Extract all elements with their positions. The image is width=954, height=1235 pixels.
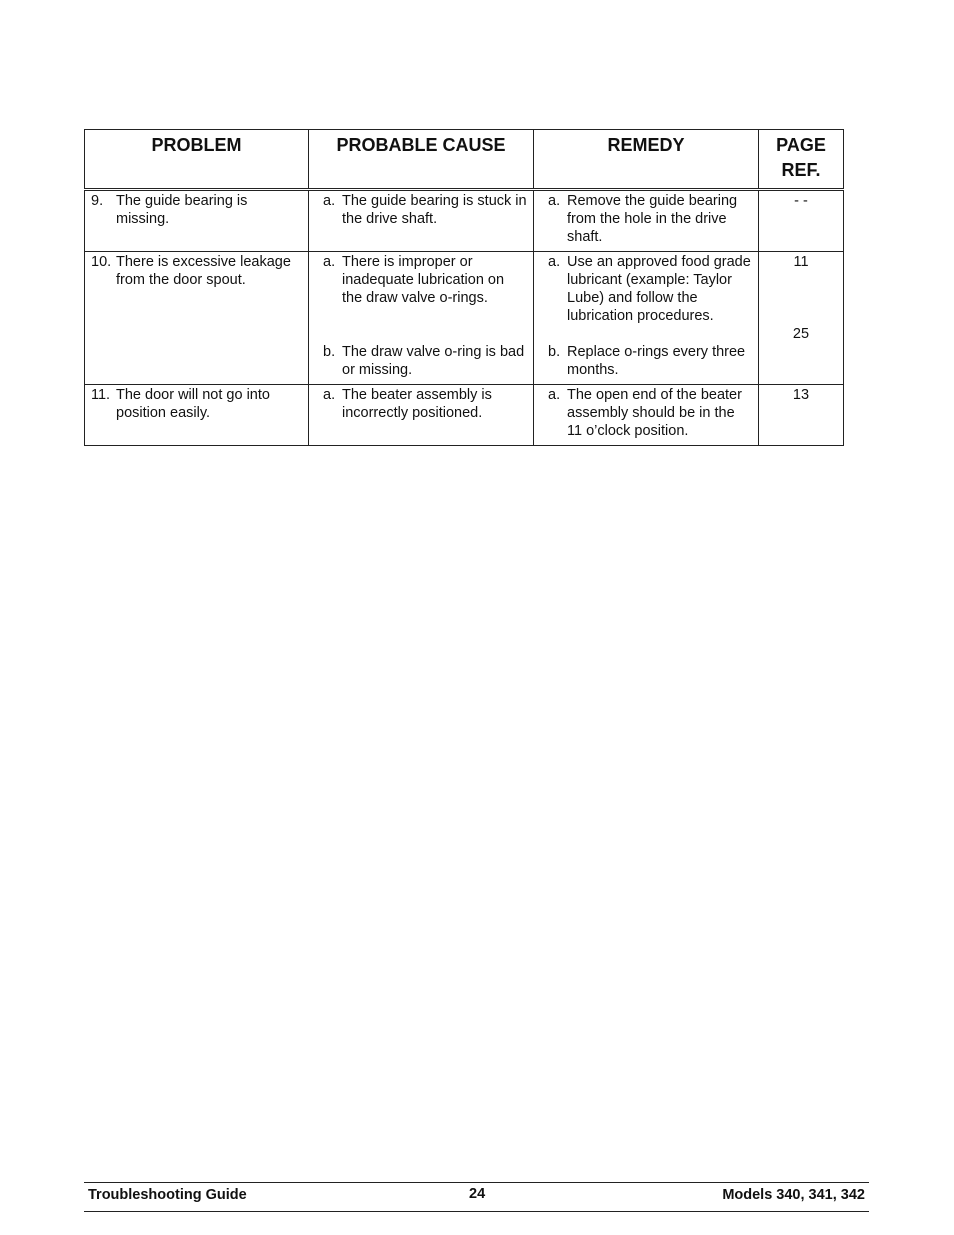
cause-letter: a.	[323, 193, 336, 209]
header-probable-cause: PROBABLE CAUSE	[309, 130, 534, 190]
cause-cell	[309, 385, 534, 446]
cause-item	[315, 386, 527, 422]
footer-section-title: Troubleshooting Guide	[88, 1187, 247, 1203]
cause-letter: a.	[323, 254, 336, 270]
cause-item	[315, 253, 527, 307]
page-ref: - -	[794, 193, 808, 209]
footer-page-number: 24	[469, 1186, 486, 1202]
table-row	[85, 252, 844, 385]
remedy-cell	[534, 252, 759, 385]
problem-item	[91, 386, 302, 422]
cause-item	[315, 192, 527, 228]
remedy-item	[540, 253, 752, 325]
problem-number: 9.	[91, 193, 104, 209]
problem-cell	[85, 385, 309, 446]
cause-letter: b.	[323, 344, 336, 360]
page-ref-cell	[759, 190, 844, 252]
page-ref: 13	[792, 387, 810, 403]
remedy-letter: a.	[548, 254, 561, 270]
problem-number: 10.	[91, 254, 112, 270]
cause-text: The guide bearing is stuck in the drive shaft.	[342, 193, 527, 227]
problem-text: The door will not go into position easily.	[116, 387, 270, 421]
cause-text: The draw valve o-ring is bad or missing.	[342, 344, 525, 378]
header-remedy: REMEDY	[534, 130, 759, 190]
footer-models: Models 340, 341, 342	[722, 1187, 865, 1203]
problem-item	[91, 253, 302, 289]
page-ref-cell	[759, 252, 844, 385]
header-page-ref: PAGE REF.	[759, 130, 844, 190]
page-footer	[84, 1182, 869, 1212]
problem-cell	[85, 190, 309, 252]
remedy-text: Remove the guide bearing from the hole in the drive shaft.	[567, 193, 738, 245]
remedy-text: The open end of the beater assembly should be in the 11 o’clock position.	[567, 387, 742, 439]
problem-text: There is excessive leakage from the door spout.	[116, 254, 291, 288]
cause-item	[315, 343, 527, 379]
cause-text: The beater assembly is incorrectly positioned.	[342, 387, 492, 421]
page-ref-cell	[759, 385, 844, 446]
cause-letter: a.	[323, 387, 336, 403]
remedy-item	[540, 343, 752, 379]
remedy-cell	[534, 190, 759, 252]
remedy-letter: a.	[548, 193, 561, 209]
problem-text: The guide bearing is missing.	[116, 193, 248, 227]
problem-item	[91, 192, 302, 228]
remedy-text: Use an approved food grade lubricant (example: Taylor Lube) and follow the lubrication procedures.	[567, 254, 751, 324]
table-row	[85, 190, 844, 252]
cause-cell	[309, 252, 534, 385]
remedy-item	[540, 192, 752, 246]
problem-number: 11.	[91, 387, 111, 403]
remedy-letter: b.	[548, 344, 561, 360]
page-ref: 25	[792, 326, 810, 342]
table-header-row	[85, 130, 844, 190]
problem-cell	[85, 252, 309, 385]
remedy-letter: a.	[548, 387, 561, 403]
page-ref: 11	[793, 254, 809, 270]
cause-text: There is improper or inadequate lubrication on the draw valve o-rings.	[342, 254, 505, 306]
remedy-cell	[534, 385, 759, 446]
remedy-item	[540, 386, 752, 440]
table-row	[85, 385, 844, 446]
header-problem: PROBLEM	[85, 130, 309, 190]
cause-cell	[309, 190, 534, 252]
troubleshooting-table	[84, 129, 844, 446]
remedy-text: Replace o-rings every three months.	[567, 344, 746, 378]
